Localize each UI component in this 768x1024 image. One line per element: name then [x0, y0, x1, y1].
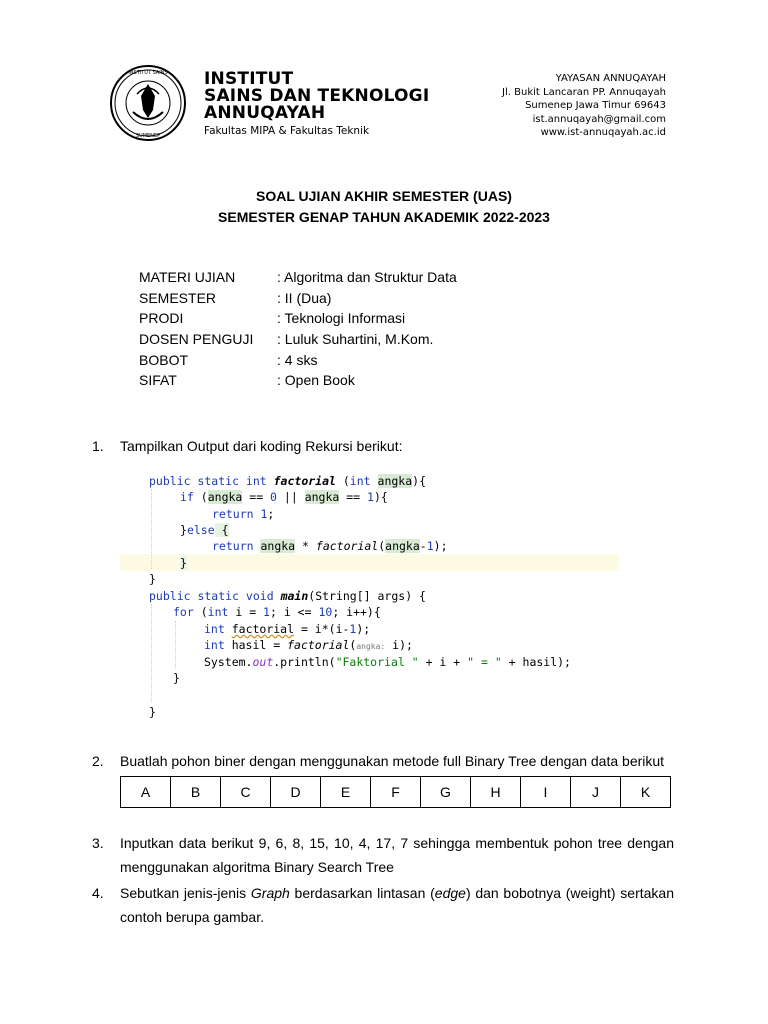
faculty-label: Fakultas MIPA & Fakultas Teknik — [204, 125, 370, 137]
letter-cell: A — [121, 777, 171, 808]
info-row — [139, 290, 457, 311]
info-value: : 4 sks — [277, 351, 318, 368]
institute-line-1: INSTITUT — [204, 69, 294, 89]
code-line: } — [173, 671, 180, 685]
address-line-3: Sumenep Jawa Timur 69643 — [525, 100, 666, 111]
info-value: : Algoritma dan Struktur Data — [277, 269, 457, 285]
code-line: } — [180, 556, 187, 570]
code-line: return 1; — [212, 507, 275, 521]
institute-name — [204, 71, 429, 137]
question-1-text: Tampilkan Output dari koding Rekursi berikut: — [120, 438, 403, 454]
code-current-line-highlight — [120, 554, 619, 571]
info-row — [139, 331, 457, 352]
code-line: public static void main(String[] args) { — [149, 589, 426, 603]
info-value: : Luluk Suhartini, M.Kom. — [277, 331, 434, 348]
code-line: }else { — [180, 523, 229, 537]
letter-cell: D — [271, 777, 321, 808]
question-2-text: Buatlah pohon biner dengan menggunakan metode full Binary Tree dengan data berikut — [120, 753, 665, 769]
address-block — [502, 72, 666, 140]
info-label: DOSEN PENGUJI — [139, 331, 254, 348]
question-4-text: Sebutkan jenis-jenis Graph berdasarkan lintasan (edge) dan bobotnya (weight) sertakan contoh berupa gambar. — [120, 885, 675, 925]
question-4-number: 4. — [92, 885, 104, 901]
address-line-2: Jl. Bukit Lancaran PP. Annuqayah — [502, 86, 666, 98]
code-line: if (angka == 0 || angka == 1){ — [180, 490, 388, 504]
letters-row — [121, 777, 671, 808]
letter-cell: B — [171, 777, 221, 808]
question-3-number: 3. — [92, 835, 104, 851]
code-listing — [120, 472, 620, 722]
info-label: MATERI UJIAN — [139, 269, 236, 285]
institute-line-3: ANNUQAYAH — [204, 103, 326, 123]
address-email: ist.annuqayah@gmail.com — [532, 113, 666, 125]
code-line: } — [149, 705, 156, 719]
letter-cell: E — [321, 777, 371, 808]
exam-title: SOAL UJIAN AKHIR SEMESTER (UAS) — [256, 188, 512, 204]
svg-text:INSTITUT SAINS: INSTITUT SAINS — [128, 70, 168, 76]
exam-subtitle: SEMESTER GENAP TAHUN AKADEMIK 2022-2023 — [218, 209, 550, 225]
exam-info-table — [139, 269, 457, 393]
question-2-number: 2. — [92, 753, 104, 769]
info-value: : Open Book — [277, 372, 355, 389]
letter-cell: C — [221, 777, 271, 808]
indent-guide — [151, 604, 152, 702]
letter-cell: I — [521, 777, 571, 808]
svg-text:SUMENEP: SUMENEP — [135, 133, 161, 139]
code-line: for (int i = 1; i <= 10; i++){ — [173, 605, 381, 619]
info-label: BOBOT — [139, 351, 189, 368]
institute-line-2: SAINS DAN TEKNOLOGI — [204, 86, 430, 106]
letter-cell: F — [371, 777, 421, 808]
info-row — [139, 352, 457, 373]
code-line: public static int factorial (int angka){ — [149, 474, 426, 488]
code-line: int factorial = i*(i-1); — [204, 622, 371, 636]
info-row — [139, 269, 457, 290]
indent-guide — [175, 621, 176, 669]
letter-cell: K — [621, 777, 671, 808]
code-line: int hasil = factorial(angka: i); — [204, 638, 413, 652]
info-row — [139, 372, 457, 393]
institute-logo-seal — [109, 64, 187, 142]
address-line-1: YAYASAN ANNUQAYAH — [555, 73, 666, 84]
info-label: SEMESTER — [139, 289, 217, 306]
code-line: System.out.println("Faktorial " + i + " = " + hasil); — [204, 655, 571, 669]
letters-table — [120, 776, 671, 808]
info-row — [139, 310, 457, 331]
letter-cell: H — [471, 777, 521, 808]
info-label: SIFAT — [139, 372, 177, 389]
info-label: PRODI — [139, 310, 184, 327]
code-line: return angka * factorial(angka-1); — [212, 539, 448, 553]
indent-guide — [151, 489, 152, 569]
address-website: www.ist-annuqayah.ac.id — [540, 127, 666, 138]
question-1-number: 1. — [92, 438, 104, 454]
info-value: : Teknologi Informasi — [277, 310, 406, 327]
code-line: } — [149, 572, 156, 586]
info-value: : II (Dua) — [277, 289, 332, 306]
letter-cell: J — [571, 777, 621, 808]
letter-cell: G — [421, 777, 471, 808]
parameter-hint: angka: — [356, 642, 386, 651]
question-3-text: Inputkan data berikut 9, 6, 8, 15, 10, 4, 17, 7 sehingga membentuk pohon tree dengan menggunakan algoritma Binary Search Tree — [120, 835, 674, 875]
